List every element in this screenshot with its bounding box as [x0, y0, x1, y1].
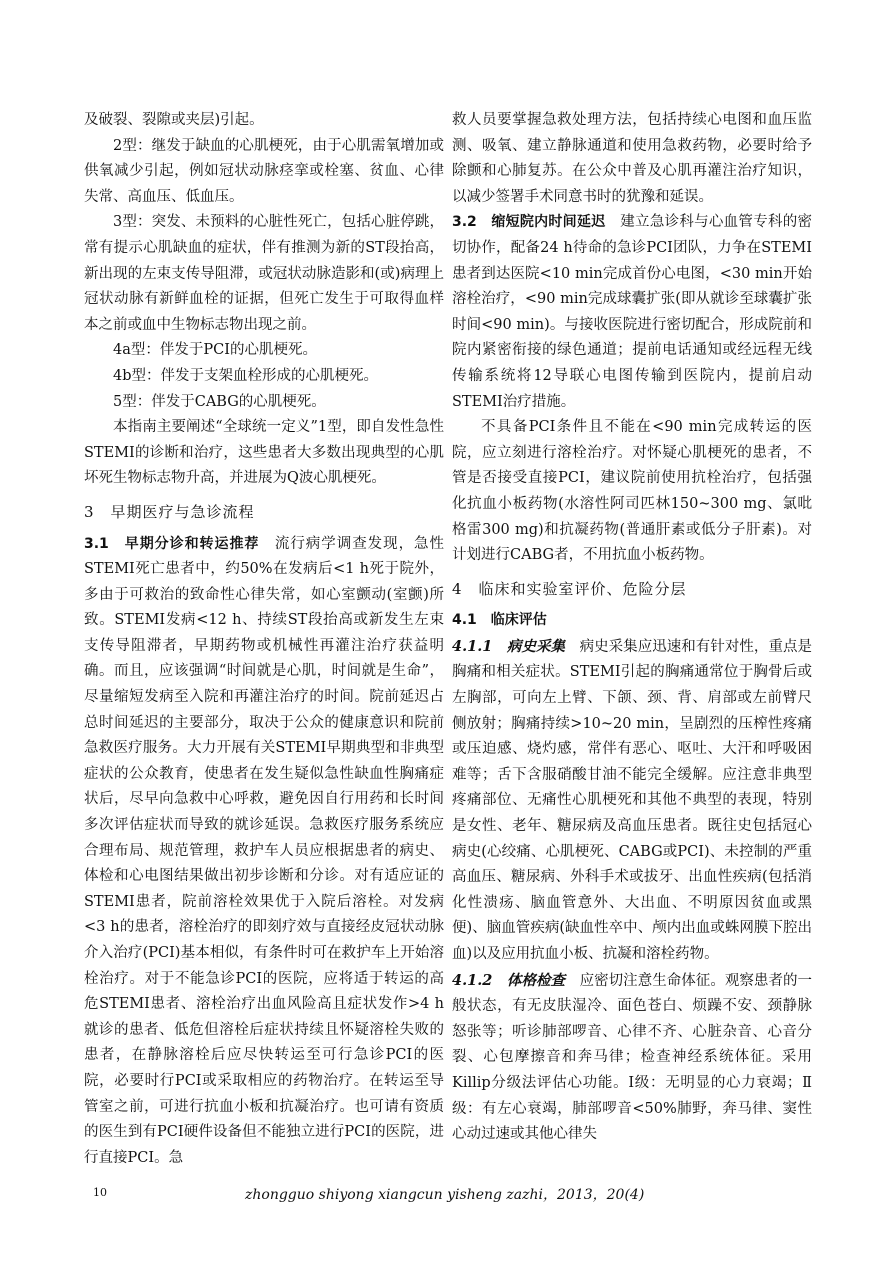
paragraph: 5型：伴发于CABG的心肌梗死。 — [113, 393, 326, 410]
paragraph: 4b型：伴发于支架血栓形成的心肌梗死。 — [113, 367, 379, 384]
paragraph-text: 应密切注意生命体征。观察患者的一般状态，有无皮肤湿冷、面色苍白、烦躁不安、颈静脉怒张等；听诊肺部啰音、心律不齐、心脏杂音、心音分裂、心包摩擦音和奔马律；检查神经系统体征。采用Killip分级法评估心功能。Ⅰ级：无明显的心力衰竭；Ⅱ级：有左心衰竭，肺部啰音<50%肺野，奔马律、窦性心动过速或其他心律失 — [452, 972, 813, 1143]
paragraph — [452, 634, 812, 968]
paragraph: 2型：继发于缺血的心肌梗死，由于心肌需氧增加或供氧减少引起，例如冠状动脉痉挛或栓塞、贫血、心律失常、高血压、低血压。 — [84, 137, 444, 205]
paragraph-text: 流行病学调查发现，急性STEMI死亡患者中，约50%在发病后<1 h死于院外，多由于可救治的致命性心律失常，如心室颤动(室颤)所致。STEMI发病<12 h、持续ST段抬高或新发生左束支传导阻滞者，早期药物或机械性再灌注治疗获益明确。而且，应该强调“时间就是心肌，时间就是生命”，尽量缩短发病至入院和再灌注治疗的时间。院前延迟占总时间延迟的主要部分，取决于公众的健康意识和院前急救医疗服务。大力开展有关STEMI早期典型和非典型症状的公众教育，使患者在发生疑似急性缺血性胸痛症状后，尽早向急救中心呼救，避免因自行用药和长时间多次评估症状而导致的就诊延误。急救医疗服务系统应合理布局、规范管理，救护车人员应根据患者的病史、体检和心电图结果做出初步诊断和分诊。对有适应证的STEMI患者，院前溶栓效果优于入院后溶栓。对发病<3 h的患者，溶栓治疗的即刻疗效与直接经皮冠状动脉介入治疗(PCI)基本相似，有条件时可在救护车上开始溶栓治疗。对于不能急诊PCI的医院，应将适于转运的高危STEMI患者、溶栓治疗出血风险高且症状发作>4 h就诊的患者、低危但溶栓后症状持续且怀疑溶栓失败的患者，在静脉溶栓后应尽快转运至可行急诊PCI的医院，必要时行PCI或采取相应的药物治疗。在转运至导管室之前，可进行抗血小板和抗凝治疗。也可请有资质的医生到有PCI硬件设备但不能独立进行PCI的医院，进行直接PCI。急 — [84, 535, 445, 1166]
paragraph — [452, 968, 812, 1148]
subsection-heading: 4.1 临床评估 — [452, 612, 547, 629]
paragraph: 4a型：伴发于PCI的心肌梗死。 — [113, 342, 317, 359]
paragraph: 救人员要掌握急救处理方法，包括持续心电图和血压监测、吸氧、建立静脉通道和使用急救药物，必要时给予除颤和心肺复苏。在公众中普及心肌再灌注治疗知识，以减少签署手术同意书时的犹豫和延误。 — [452, 112, 812, 205]
paragraph — [452, 210, 812, 415]
left-column — [84, 108, 444, 1171]
right-column — [452, 108, 812, 1148]
journal-footer: zhongguo shiyong xiangcun yisheng zazhi，2013，20(4) — [245, 1187, 645, 1203]
subsection-heading: 3.1 早期分诊和转运推荐 — [84, 535, 260, 552]
paragraph: 3型：突发、未预料的心脏性死亡，包括心脏停跳，常有提示心肌缺血的症状，伴有推测为新的ST段抬高，新出现的左束支传导阻滞，或冠状动脉造影和(或)病理上冠状动脉有新鲜血栓的证据，但死亡发生于可取得血样本之前或血中生物标志物出现之前。 — [84, 214, 444, 333]
paragraph: 及破裂、裂隙或夹层)引起。 — [84, 112, 264, 128]
paragraph-text: 病史采集应迅速和有针对性，重点是胸痛和相关症状。STEMI引起的胸痛通常位于胸骨后或左胸部，可向左上臂、下颌、颈、背、肩部或左前臂尺侧放射；胸痛持续>10~20 min，呈剧烈的压榨性疼痛或压迫感、烧灼感，常伴有恶心、呕吐、大汗和呼吸困难等；舌下含服硝酸甘油不能完全缓解。应注意非典型疼痛部位、无痛性心肌梗死和其他不典型的表现，特别是女性、老年、糖尿病及高血压患者。既往史包括冠心病史(心绞痛、心肌梗死、CABG或PCI)、未控制的严重高血压、糖尿病、外科手术或拔牙、出血性疾病(包括消化性溃疡、脑血管意外、大出血、不明原因贫血或黑便)、脑血管疾病(缺血性卒中、颅内出血或蛛网膜下腔出血)以及应用抗血小板、抗凝和溶栓药物。 — [452, 638, 813, 962]
section-heading: 3 早期医疗与急诊流程 — [84, 502, 255, 521]
paragraph — [84, 532, 444, 1172]
paragraph-text: 建立急诊科与心血管专科的密切协作，配备24 h待命的急诊PCI团队，力争在STEMI患者到达医院<10 min完成首份心电图，<30 min开始溶栓治疗，<90 min完成球囊扩张(即从就诊至球囊扩张时间<90 min)。与接收医院进行密切配合，形成院前和院内紧密衔接的绿色通道；提前电话通知或经远程无线传输系统将12导联心电图传输到医院内，提前启动STEMI治疗措施。 — [452, 214, 813, 410]
subsubsection-heading: 4.1.2 体格检查 — [452, 971, 566, 989]
subsection-heading: 3.2 缩短院内时间延迟 — [452, 214, 606, 231]
section-heading: 4 临床和实验室评价、危险分层 — [452, 579, 687, 598]
subsubsection-heading: 4.1.1 病史采集 — [452, 637, 566, 655]
paragraph: 本指南主要阐述“全球统一定义”1型，即自发性急性STEMI的诊断和治疗，这些患者大多数出现典型的心肌坏死生物标志物升高，并进展为Q波心肌梗死。 — [84, 419, 444, 487]
page-number: 10 — [93, 1186, 107, 1199]
paragraph: 不具备PCI条件且不能在<90 min完成转运的医院，应立刻进行溶栓治疗。对怀疑心肌梗死的患者，不管是否接受直接PCI，建议院前使用抗栓治疗，包括强化抗血小板药物(水溶性阿司匹林150~300 mg、氯吡格雷300 mg)和抗凝药物(普通肝素或低分子肝素)。对计划进行CABG者，不用抗血小板药物。 — [452, 419, 812, 564]
